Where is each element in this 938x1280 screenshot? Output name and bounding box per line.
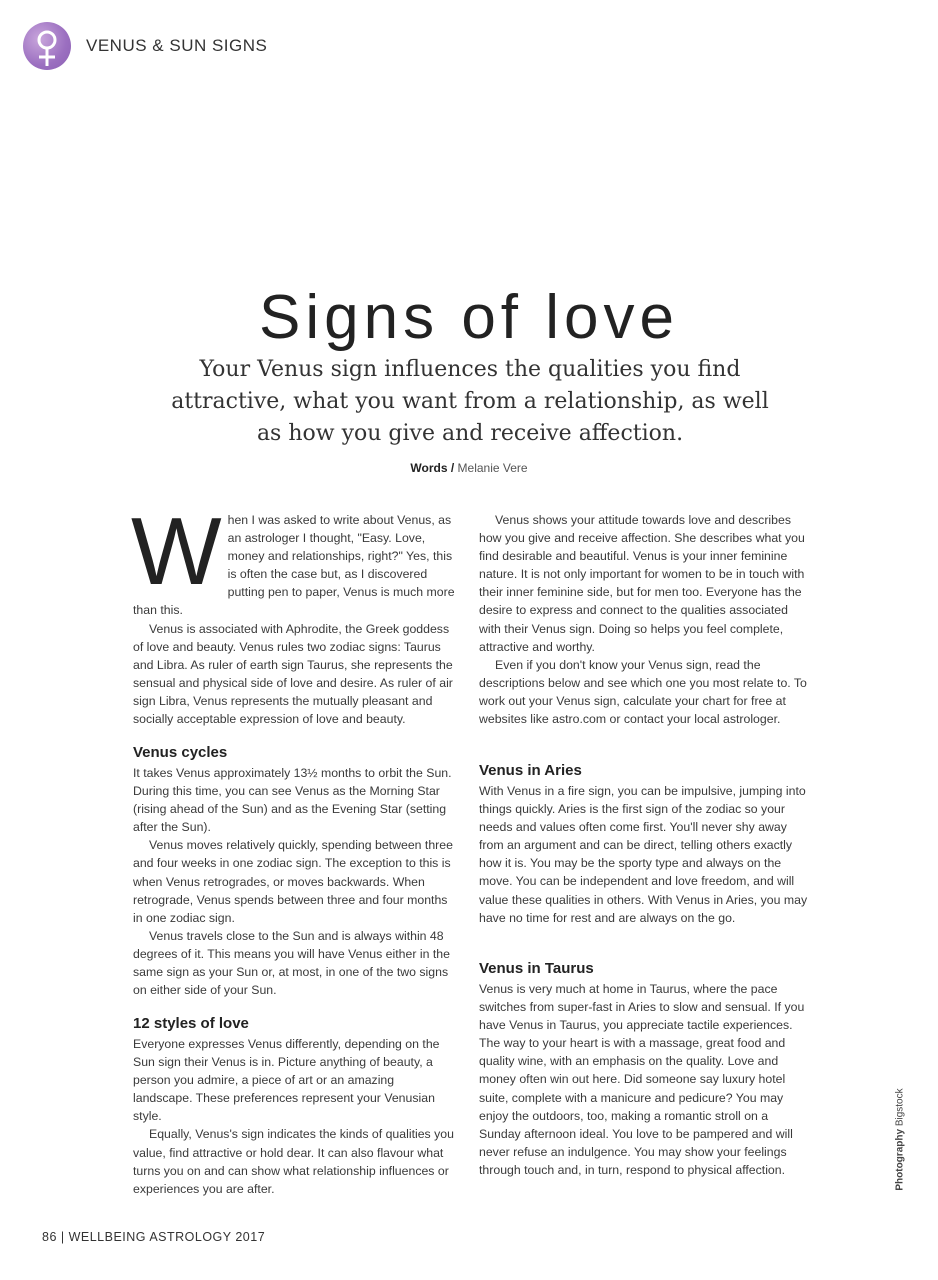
venus-aries-section	[479, 761, 811, 927]
article-subtitle: Your Venus sign influences the qualities you find attractive, what you want from a relationship, as well as how you give and receive affection.	[171, 357, 769, 446]
article-title: Signs of love	[259, 283, 679, 352]
byline-label: Words /	[410, 461, 455, 475]
styles-of-love-section	[133, 1014, 455, 1198]
drop-cap: W	[131, 498, 222, 605]
paragraph: Even if you don't know your Venus sign, read the descriptions below and see which one you most relate to. To work out your Venus sign, calculate your chart for free at websites like astro.com or contact your local astrologer.	[479, 657, 807, 727]
venus-taurus-section	[479, 959, 811, 1179]
right-intro-section	[479, 511, 811, 728]
paragraph: Venus is very much at home in Taurus, where the pace switches from super-fast in Aries to slow and sensual. If you have Venus in Taurus, you appreciate tactile experiences. The way to your heart is with a massage, great food and quality wine, with an emphasis on the quality. Love and money often win out here. Did someone say luxury hotel suite, complete with a manicure and pedicure? You may enjoy the outdoors, too, making a romantic stroll on a Sunday afternoon ideal. You love to be pampered and will never refuse an indulgence. You may show your feelings through touch and, in turn, respond to physical affection.	[479, 982, 805, 1177]
paragraph: Equally, Venus's sign indicates the kinds of qualities you value, find attractive or hold dear. It can also flavour what turns you on and can show what relationship influences or experiences you are after.	[133, 1127, 454, 1196]
byline	[0, 461, 938, 475]
intro-section	[131, 498, 455, 728]
paragraph: Venus is associated with Aphrodite, the Greek goddess of love and beauty. Venus rules two zodiac signs: Taurus and Libra. As ruler of earth sign Taurus, she represents the sensual and physical side of love and desire. As ruler of air sign Libra, Venus represents the mutually pleasant and socially acceptable expression of love and beauty.	[133, 621, 453, 727]
credit-source: Bigstock	[894, 1088, 906, 1127]
paragraph: Venus shows your attitude towards love and describes how you give and receive affection. She describes what you find desirable and beautiful. Venus is your inner feminine nature. It is not only important for women to be in touch with their inner feminine side, but for men too. Everyone has the desire to express and connect to the qualities associated with their Venus sign. Doing so helps you feel complete, attractive and worthy.	[479, 513, 805, 654]
section-heading: Venus in Aries	[479, 762, 582, 779]
section-heading: 12 styles of love	[133, 1015, 249, 1032]
paragraph: Everyone expresses Venus differently, depending on the Sun sign their Venus is in. Picture anything of beauty, a person you admire, a piece of art or an amazing landscape. These preferences represent your Venusian style.	[133, 1037, 440, 1124]
section-heading: Venus cycles	[133, 744, 228, 761]
byline-author: Melanie Vere	[457, 461, 528, 475]
paragraph: Venus moves relatively quickly, spending between three and four weeks in one zodiac sign. The exception to this is when Venus retrogrades, or moves backwards. When retrograde, Venus spends between three and four months in one zodiac sign.	[133, 838, 453, 925]
venus-cycles-section	[133, 743, 455, 999]
photo-credit	[895, 1085, 906, 1195]
section-label: VENUS & SUN SIGNS	[86, 36, 268, 55]
paragraph: hen I was asked to write about Venus, as an astrologer I thought, "Easy. Love, money and relationships, right?" Yes, this is often the case but, as I discovered putting pen to paper, Venus is much more than this.	[133, 513, 455, 618]
paragraph: It takes Venus approximately 13½ months to orbit the Sun. During this time, you can see Venus as the Morning Star (rising ahead of the Sun) and as the Evening Star (setting after the Sun).	[133, 766, 452, 835]
venus-symbol-icon	[23, 22, 71, 70]
page-footer: 86 | WELLBEING ASTROLOGY 2017	[42, 1230, 266, 1244]
credit-label: Photography	[894, 1128, 906, 1191]
section-heading: Venus in Taurus	[479, 960, 594, 977]
paragraph: Venus travels close to the Sun and is always within 48 degrees of it. This means you will have Venus either in the same sign as your Sun or, at most, in one of the two signs on either side of your Sun.	[133, 928, 450, 998]
paragraph: With Venus in a fire sign, you can be impulsive, jumping into things quickly. Aries is the first sign of the zodiac so your needs and values often come first. You'll never shy away from an argument and can be direct, telling others exactly how it is. You may be the sporty type and always on the move. You can be independent and love freedom, and will value these qualities in others. With Venus in Aries, you may have no time for rest and are always on the go.	[479, 784, 808, 925]
